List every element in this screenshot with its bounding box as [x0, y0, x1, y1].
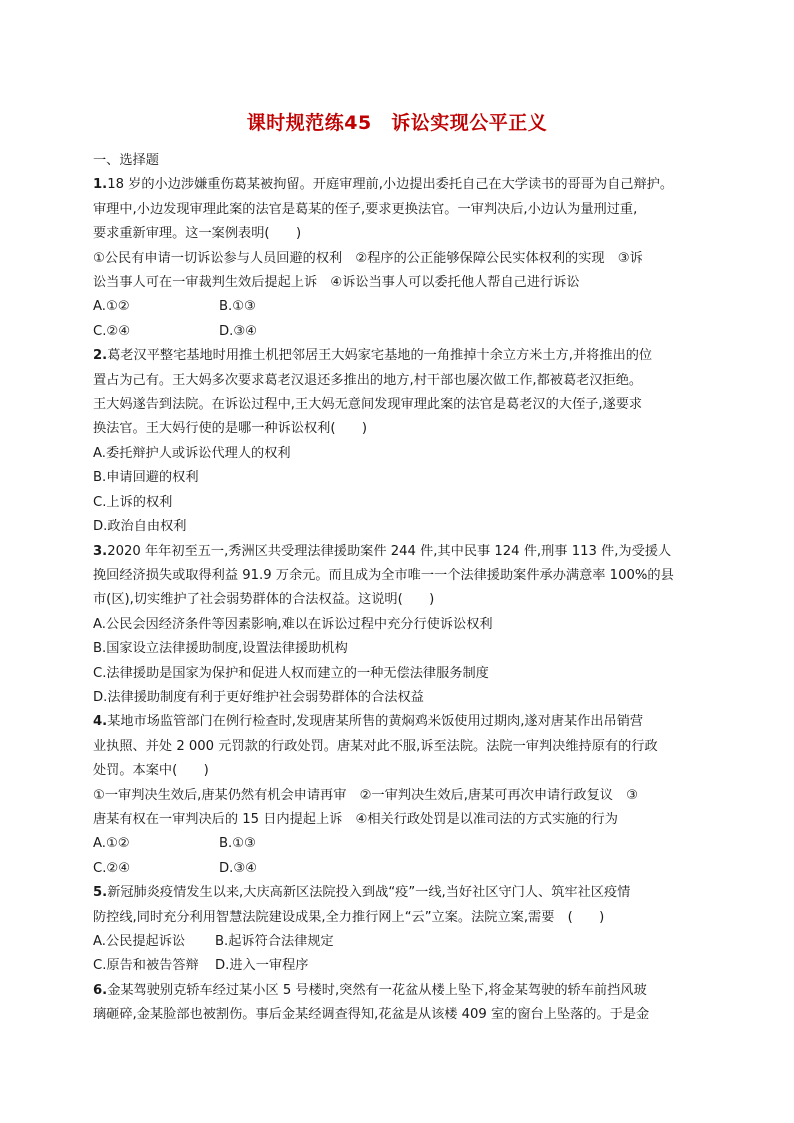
question-2-line-2: 置占为己有。王大妈多次要求葛老汉退还多推出的地方,村干部也屡次做工作,都被葛老汉拒绝。	[93, 372, 643, 388]
option-d[interactable]: D.政治自由权利	[93, 519, 187, 535]
option-b[interactable]: B.①③	[219, 299, 256, 315]
exercise-content	[93, 149, 713, 1028]
question-6-line-2: 璃砸碎,金某脸部也被割伤。事后金某经调查得知,花盆是从该楼 409 室的窗台上坠落的。于是金	[93, 1007, 650, 1023]
question-number: 3.	[93, 543, 108, 559]
option-c[interactable]: C.②④	[93, 323, 131, 339]
option-d[interactable]: D.③④	[219, 323, 257, 339]
option-d[interactable]: D.进入一审程序	[215, 958, 309, 974]
question-4-line-2: 业执照、并处 2 000 元罚款的行政处罚。唐某对此不服,诉至法院。法院一审判决维持原有的行政	[93, 738, 658, 754]
question-4	[93, 710, 713, 881]
question-text: 葛老汉平整宅基地时用推土机把邻居王大妈家宅基地的一角推掉十余立方米土方,并将推出的位	[107, 348, 653, 364]
question-3-line-1	[93, 540, 713, 564]
question-3	[93, 540, 713, 711]
question-6-line-1	[93, 979, 713, 1003]
question-1-line-3: 要求重新审理。这一案例表明( )	[93, 226, 302, 242]
question-number: 1.	[93, 177, 108, 193]
question-number: 2.	[93, 348, 108, 364]
question-5-line-2: 防控线,同时充分利用智慧法院建设成果,全力推行网上“云”立案。法院立案,需要 ( )	[93, 909, 605, 925]
option-c[interactable]: C.法律援助是国家为保护和促进人权而建立的一种无偿法律服务制度	[93, 665, 489, 681]
option-b[interactable]: B.申请回避的权利	[93, 470, 199, 486]
question-4-line-4: ①一审判决生效后,唐某仍然有机会申请再审 ②一审判决生效后,唐某可再次申请行政复议 ③	[93, 787, 638, 803]
page-title: 课时规范练45 诉讼实现公平正义	[246, 112, 548, 134]
option-b[interactable]: B.①③	[219, 836, 256, 852]
question-6	[93, 979, 713, 1028]
question-4-line-5: 唐某有权在一审判决后的 15 日内提起上诉 ④相关行政处罚是以准司法的方式实施的行为	[93, 811, 618, 827]
section-heading: 一、选择题	[93, 153, 159, 168]
option-c[interactable]: C.原告和被告答辩	[93, 958, 199, 974]
question-4-options-row-1	[93, 832, 713, 856]
option-b[interactable]: B.国家设立法律援助制度,设置法律援助机构	[93, 641, 348, 657]
question-1	[93, 173, 713, 344]
option-a[interactable]: A.①②	[93, 299, 130, 315]
question-1-options-row-2	[93, 320, 713, 344]
question-1-options-row-1	[93, 295, 713, 319]
question-text: 某地市场监管部门在例行检查时,发现唐某所售的黄焖鸡米饭使用过期肉,遂对唐某作出吊销营	[107, 714, 644, 730]
option-d[interactable]: D.法律援助制度有利于更好维护社会弱势群体的合法权益	[93, 689, 424, 705]
question-text: 新冠肺炎疫情发生以来,大庆高新区法院投入到战“疫”一线,当好社区守门人、筑牢社区疫情	[107, 885, 631, 901]
question-1-line-5: 讼当事人可在一审裁判生效后提起上诉 ④诉讼当事人可以委托他人帮自己进行诉讼	[93, 275, 580, 291]
question-number: 4.	[93, 714, 108, 730]
option-a[interactable]: A.委托辩护人或诉讼代理人的权利	[93, 445, 291, 461]
question-3-line-3: 市(区),切实维护了社会弱势群体的合法权益。这说明( )	[93, 592, 435, 608]
question-1-line-4: ①公民有申请一切诉讼参与人员回避的权利 ②程序的公正能够保障公民实体权利的实现 ③诉	[93, 250, 643, 266]
option-c[interactable]: C.上诉的权利	[93, 494, 173, 510]
option-b[interactable]: B.起诉符合法律规定	[215, 934, 334, 949]
question-number: 6.	[93, 982, 108, 998]
question-text: 2020 年年初至五一,秀洲区共受理法律援助案件 244 件,其中民事 124 件,刑事 113 件,为受援人	[107, 543, 672, 559]
question-2-line-4: 换法官。王大妈行使的是哪一种诉讼权利( )	[93, 421, 368, 437]
question-5	[93, 881, 713, 979]
question-1-line-1	[93, 173, 713, 197]
question-2-line-3: 王大妈遂告到法院。在诉讼过程中,王大妈无意间发现审理此案的法官是葛老汉的大侄子,遂要求	[93, 397, 643, 413]
question-4-line-3: 处罚。本案中( )	[93, 763, 209, 779]
option-a[interactable]: A.公民会因经济条件等因素影响,难以在诉讼过程中充分行使诉讼权利	[93, 616, 493, 632]
question-2-line-1	[93, 344, 713, 368]
question-text: 18 岁的小边涉嫌重伤葛某被拘留。开庭审理前,小边提出委托自己在大学读书的哥哥为自己辩护。	[107, 177, 674, 193]
option-a[interactable]: A.公民提起诉讼	[93, 934, 186, 949]
question-1-line-2: 审理中,小边发现审理此案的法官是葛某的侄子,要求更换法官。一审判决后,小边认为量刑过重,	[93, 201, 638, 217]
option-d[interactable]: D.③④	[219, 860, 257, 876]
question-5-line-1	[93, 881, 713, 905]
option-a[interactable]: A.①②	[93, 836, 130, 852]
question-2	[93, 344, 713, 539]
question-5-options-row-1	[93, 930, 713, 954]
question-3-line-2: 挽回经济损失或取得利益 91.9 万余元。而且成为全市唯一一个法律援助案件承办满意率 100%的县	[93, 567, 674, 583]
question-4-line-1	[93, 710, 713, 734]
question-4-options-row-2	[93, 857, 713, 881]
option-c[interactable]: C.②④	[93, 860, 131, 876]
question-5-options-row-2	[93, 954, 713, 978]
question-number: 5.	[93, 885, 108, 901]
question-text: 金某驾驶别克轿车经过某小区 5 号楼时,突然有一花盆从楼上坠下,将金某驾驶的轿车前挡风玻	[107, 982, 647, 998]
